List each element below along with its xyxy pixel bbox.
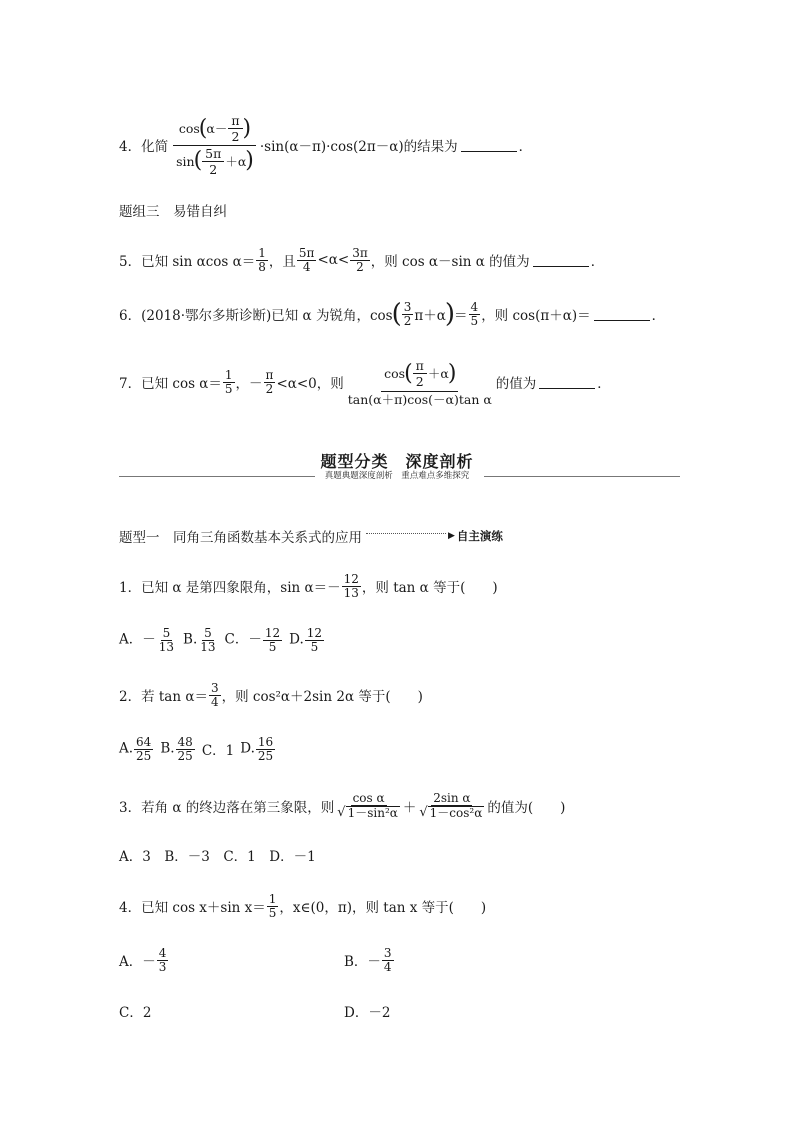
q7-main-fraction: cos ( $\frac{\pi}{2}$ ＋α ) tan(α＋π)cos(－α)tan α — [347, 358, 492, 407]
problem-1-options — [119, 622, 331, 658]
p4-option-b[interactable]: B．－ $\frac{3}{4}$ — [344, 945, 392, 974]
arrow-right-icon: ▶ — [448, 531, 455, 541]
p1-option-c[interactable]: C．－ $\frac{12}{5}$ — [224, 625, 281, 654]
p4-option-a[interactable]: A．－ $\frac{4}{3}$ — [119, 945, 167, 974]
type1-dotted-leader — [366, 533, 446, 534]
p1-option-a[interactable]: A．－ $\frac{5}{13}$ — [119, 625, 175, 654]
group3-title: 题组三 易错自纠 — [119, 204, 227, 220]
q5-answer-blank[interactable] — [533, 265, 589, 267]
problem-3-options[interactable]: A．3 B．－3 C．1 D．－1 — [119, 849, 316, 865]
question-4-simplify: 4．化简 cos ( α－ $\frac{\pi}{2}$ ) sin ( $\frac{5\pi}{2}$ ＋α ) ·sin(α－π)·cos(2π－α) 的结果为 ． — [119, 113, 533, 177]
q4-main-fraction: cos ( α－ $\frac{\pi}{2}$ ) sin ( $\frac{5\pi}{2}$ ＋α ) — [170, 113, 259, 177]
q4-label: 4．化简 — [119, 139, 169, 155]
p1-option-b[interactable]: B. $\frac{5}{13}$ — [183, 625, 216, 654]
p2-option-a[interactable]: A. $\frac{64}{25}$ — [119, 734, 152, 763]
q7-answer-blank[interactable] — [539, 387, 595, 389]
type1-title: 题型一 同角三角函数基本关系式的应用 — [119, 530, 362, 546]
section-header-title: 题型分类 深度剖析 — [320, 452, 474, 471]
problem-3: 3．若角 α 的终边落在第三象限，则 cos α √ 1－sin²α ＋ 2sin α √ 1－cos²α 的值为( ) — [119, 791, 566, 820]
p2-option-d[interactable]: D. $\frac{16}{25}$ — [240, 734, 274, 763]
p2-option-c[interactable]: C．1 — [201, 743, 235, 759]
q6-answer-blank[interactable] — [594, 319, 650, 321]
type1-heading — [119, 526, 503, 546]
section-header-subtitle: 真题典题深度剖析 重点难点多维探究 — [324, 471, 470, 481]
p4-option-c[interactable]: C．2 — [119, 1005, 152, 1021]
problem-1: 1．已知 α 是第四象限角，sin α＝－ $\frac{12}{13}$ ，则 tan α 等于( ) — [119, 571, 498, 600]
question-5: 5．已知 sin αcos α＝ $\frac{1}{8}$ ，且 $\frac{5\pi}{4}$ <α< $\frac{3\pi}{2}$ ，则 cos α－sin α 的值为 ． — [119, 245, 605, 274]
q4-mid: ·sin(α－π)·cos(2π－α) — [259, 139, 404, 155]
question-7: 7．已知 cos α＝ $\frac{1}{5}$ ，－ $\frac{\pi}{2}$ <α<0，则 cos ( $\frac{\pi}{2}$ ＋α ) tan(α＋π)cos(－α)tan α 的值为 ． — [119, 358, 611, 407]
p1-option-d[interactable]: D. $\frac{12}{5}$ — [289, 625, 323, 654]
problem-4: 4．已知 cos x＋sin x＝ $\frac{1}{5}$ ，x∈(0，π)，则 tan x 等于( ) — [119, 891, 487, 920]
q4-answer-blank[interactable] — [461, 150, 517, 152]
p4-option-d[interactable]: D．－2 — [344, 1005, 391, 1021]
problem-2-options — [119, 731, 282, 767]
type1-tag: 自主演练 — [456, 529, 503, 543]
p2-option-b[interactable]: B. $\frac{48}{25}$ — [160, 734, 193, 763]
q4-tail: 的结果为 — [403, 139, 458, 155]
problem-2: 2．若 tan α＝ $\frac{3}{4}$ ，则 cos²α＋2sin 2α 等于( ) — [119, 680, 423, 709]
question-6: 6．(2018·鄂尔多斯诊断)已知 α 为锐角，cos ( $\frac{3}{2}$ π＋α ) ＝ $\frac{4}{5}$ ，则 cos(π＋α)＝ ． — [119, 299, 666, 329]
